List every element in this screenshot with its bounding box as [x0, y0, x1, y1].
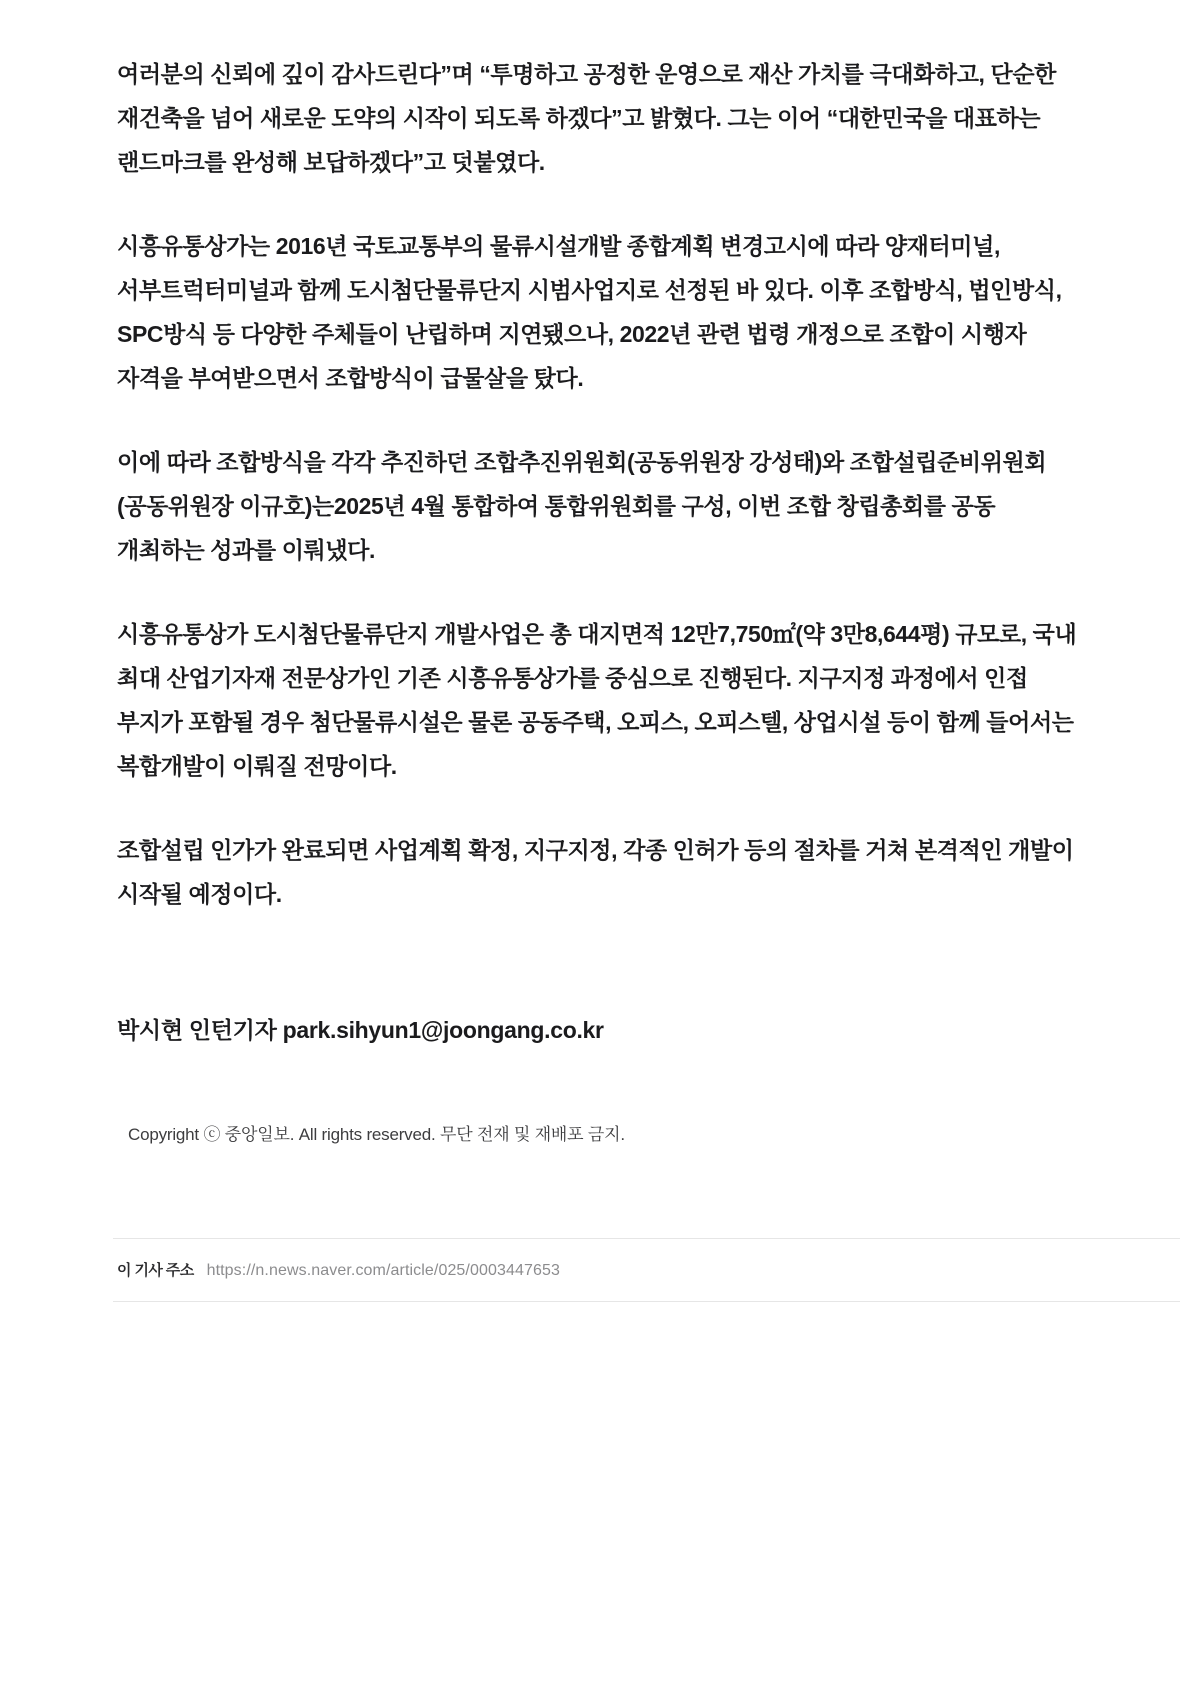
reporter-email: park.sihyun1@joongang.co.kr	[282, 1017, 604, 1043]
article-url-section	[113, 1238, 1180, 1302]
article-paragraph: 시흥유통상가 도시첨단물류단지 개발사업은 총 대지면적 12만7,750㎡(약 3만8,644평) 규모로, 국내 최대 산업기자재 전문상가인 기존 시흥유통상가를 중심으로 진행된다. 지구지정 과정에서 인접 부지가 포함될 경우 첨단물류시설은 물론 공동주택, 오피스, 오피스텔, 상업시설 등이 함께 들어서는 복합개발이 이뤄질 전망이다.	[117, 621, 1077, 779]
article-paragraph: 여러분의 신뢰에 깊이 감사드린다”며 “투명하고 공정한 운영으로 재산 가치를 극대화하고, 단순한 재건축을 넘어 새로운 도약의 시작이 되도록 하겠다”고 밝혔다. 그는 이어 “대한민국을 대표하는 랜드마크를 완성해 보답하겠다”고 덧붙였다.	[117, 61, 1056, 175]
article-url-label: 이 기사 주소	[117, 1262, 194, 1279]
article-paragraph: 시흥유통상가는 2016년 국토교통부의 물류시설개발 종합계획 변경고시에 따라 양재터미널, 서부트럭터미널과 함께 도시첨단물류단지 시범사업지로 선정된 바 있다. 이후 조합방식, 법인방식, SPC방식 등 다양한 주체들이 난립하며 지연됐으나, 2022년 관련 법령 개정으로 조합이 시행자 자격을 부여받으면서 조합방식이 급물살을 탔다.	[117, 233, 1062, 391]
article-paragraph: 조합설립 인가가 완료되면 사업계획 확정, 지구지정, 각종 인허가 등의 절차를 거쳐 본격적인 개발이 시작될 예정이다.	[117, 837, 1074, 907]
article-paragraph: 이에 따라 조합방식을 각각 추진하던 조합추진위원회(공동위원장 강성태)와 조합설립준비위원회(공동위원장 이규호)는2025년 4월 통합하여 통합위원회를 구성, 이번 조합 창립총회를 공동 개최하는 성과를 이뤄냈다.	[117, 449, 1047, 563]
reporter-byline	[117, 1008, 1085, 1052]
copyright-notice: Copyright ⓒ 중앙일보. All rights reserved. 무단 전재 및 재배포 금지.	[128, 1125, 625, 1144]
article-url-link: https://n.news.naver.com/article/025/0003447653	[206, 1262, 560, 1279]
reporter-name: 박시현 인턴기자	[117, 1017, 277, 1043]
